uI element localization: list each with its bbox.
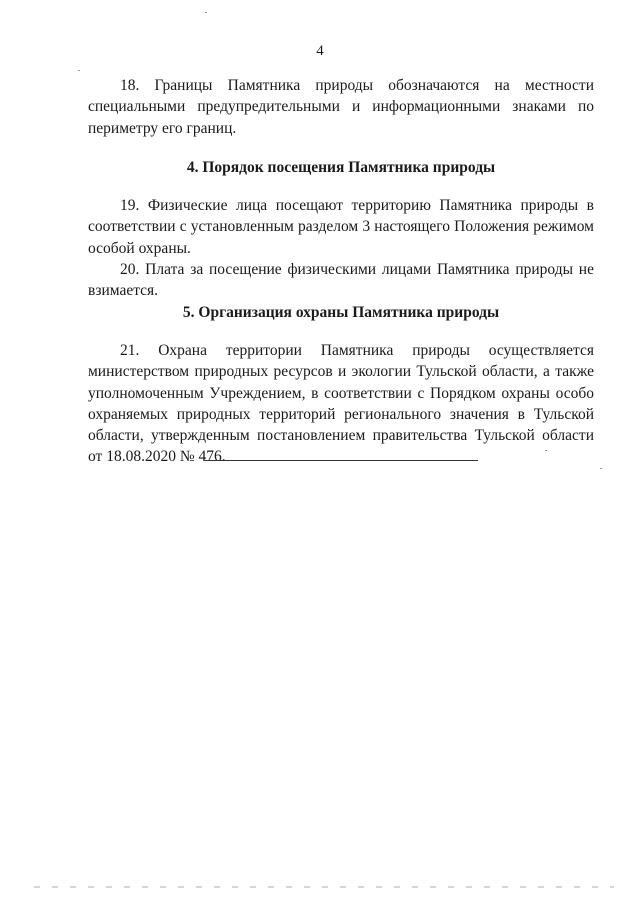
- scan-speck: [545, 450, 547, 451]
- paragraph-18: 18. Границы Памятника природы обозначаются на местности специальными предупредительными и информационными знаками по периметру его границ.: [88, 77, 594, 137]
- paragraph-19: 19. Физические лица посещают территорию Памятника природы в соответствии с установленным разделом 3 настоящего Положения режимом особой охраны.: [88, 197, 594, 257]
- scan-artifact-dots: [34, 886, 614, 888]
- document-body: [88, 75, 594, 468]
- section-5-heading: 5. Организация охраны Памятника природы: [182, 303, 500, 321]
- paragraph-20: 20. Плата за посещение физическими лицами Памятника природы не взимается.: [88, 261, 594, 300]
- scan-speck: [205, 12, 207, 13]
- scan-speck: [600, 468, 602, 469]
- closing-rule: [204, 460, 478, 461]
- paragraph-21: 21. Охрана территории Памятника природы осуществляется министерством природных ресурсов и экологии Тульской области, а также уполномоченным Учреждением, в соответствии с Порядком охраны особо охраняемых природных территорий регионального значения в Тульской области, утвержденным постановлением правительства Тульской области от 18.08.2020 № 476.: [88, 341, 594, 466]
- page-number: 4: [316, 43, 324, 59]
- scan-speck: [78, 70, 80, 71]
- section-4-heading: 4. Порядок посещения Памятника природы: [186, 158, 496, 176]
